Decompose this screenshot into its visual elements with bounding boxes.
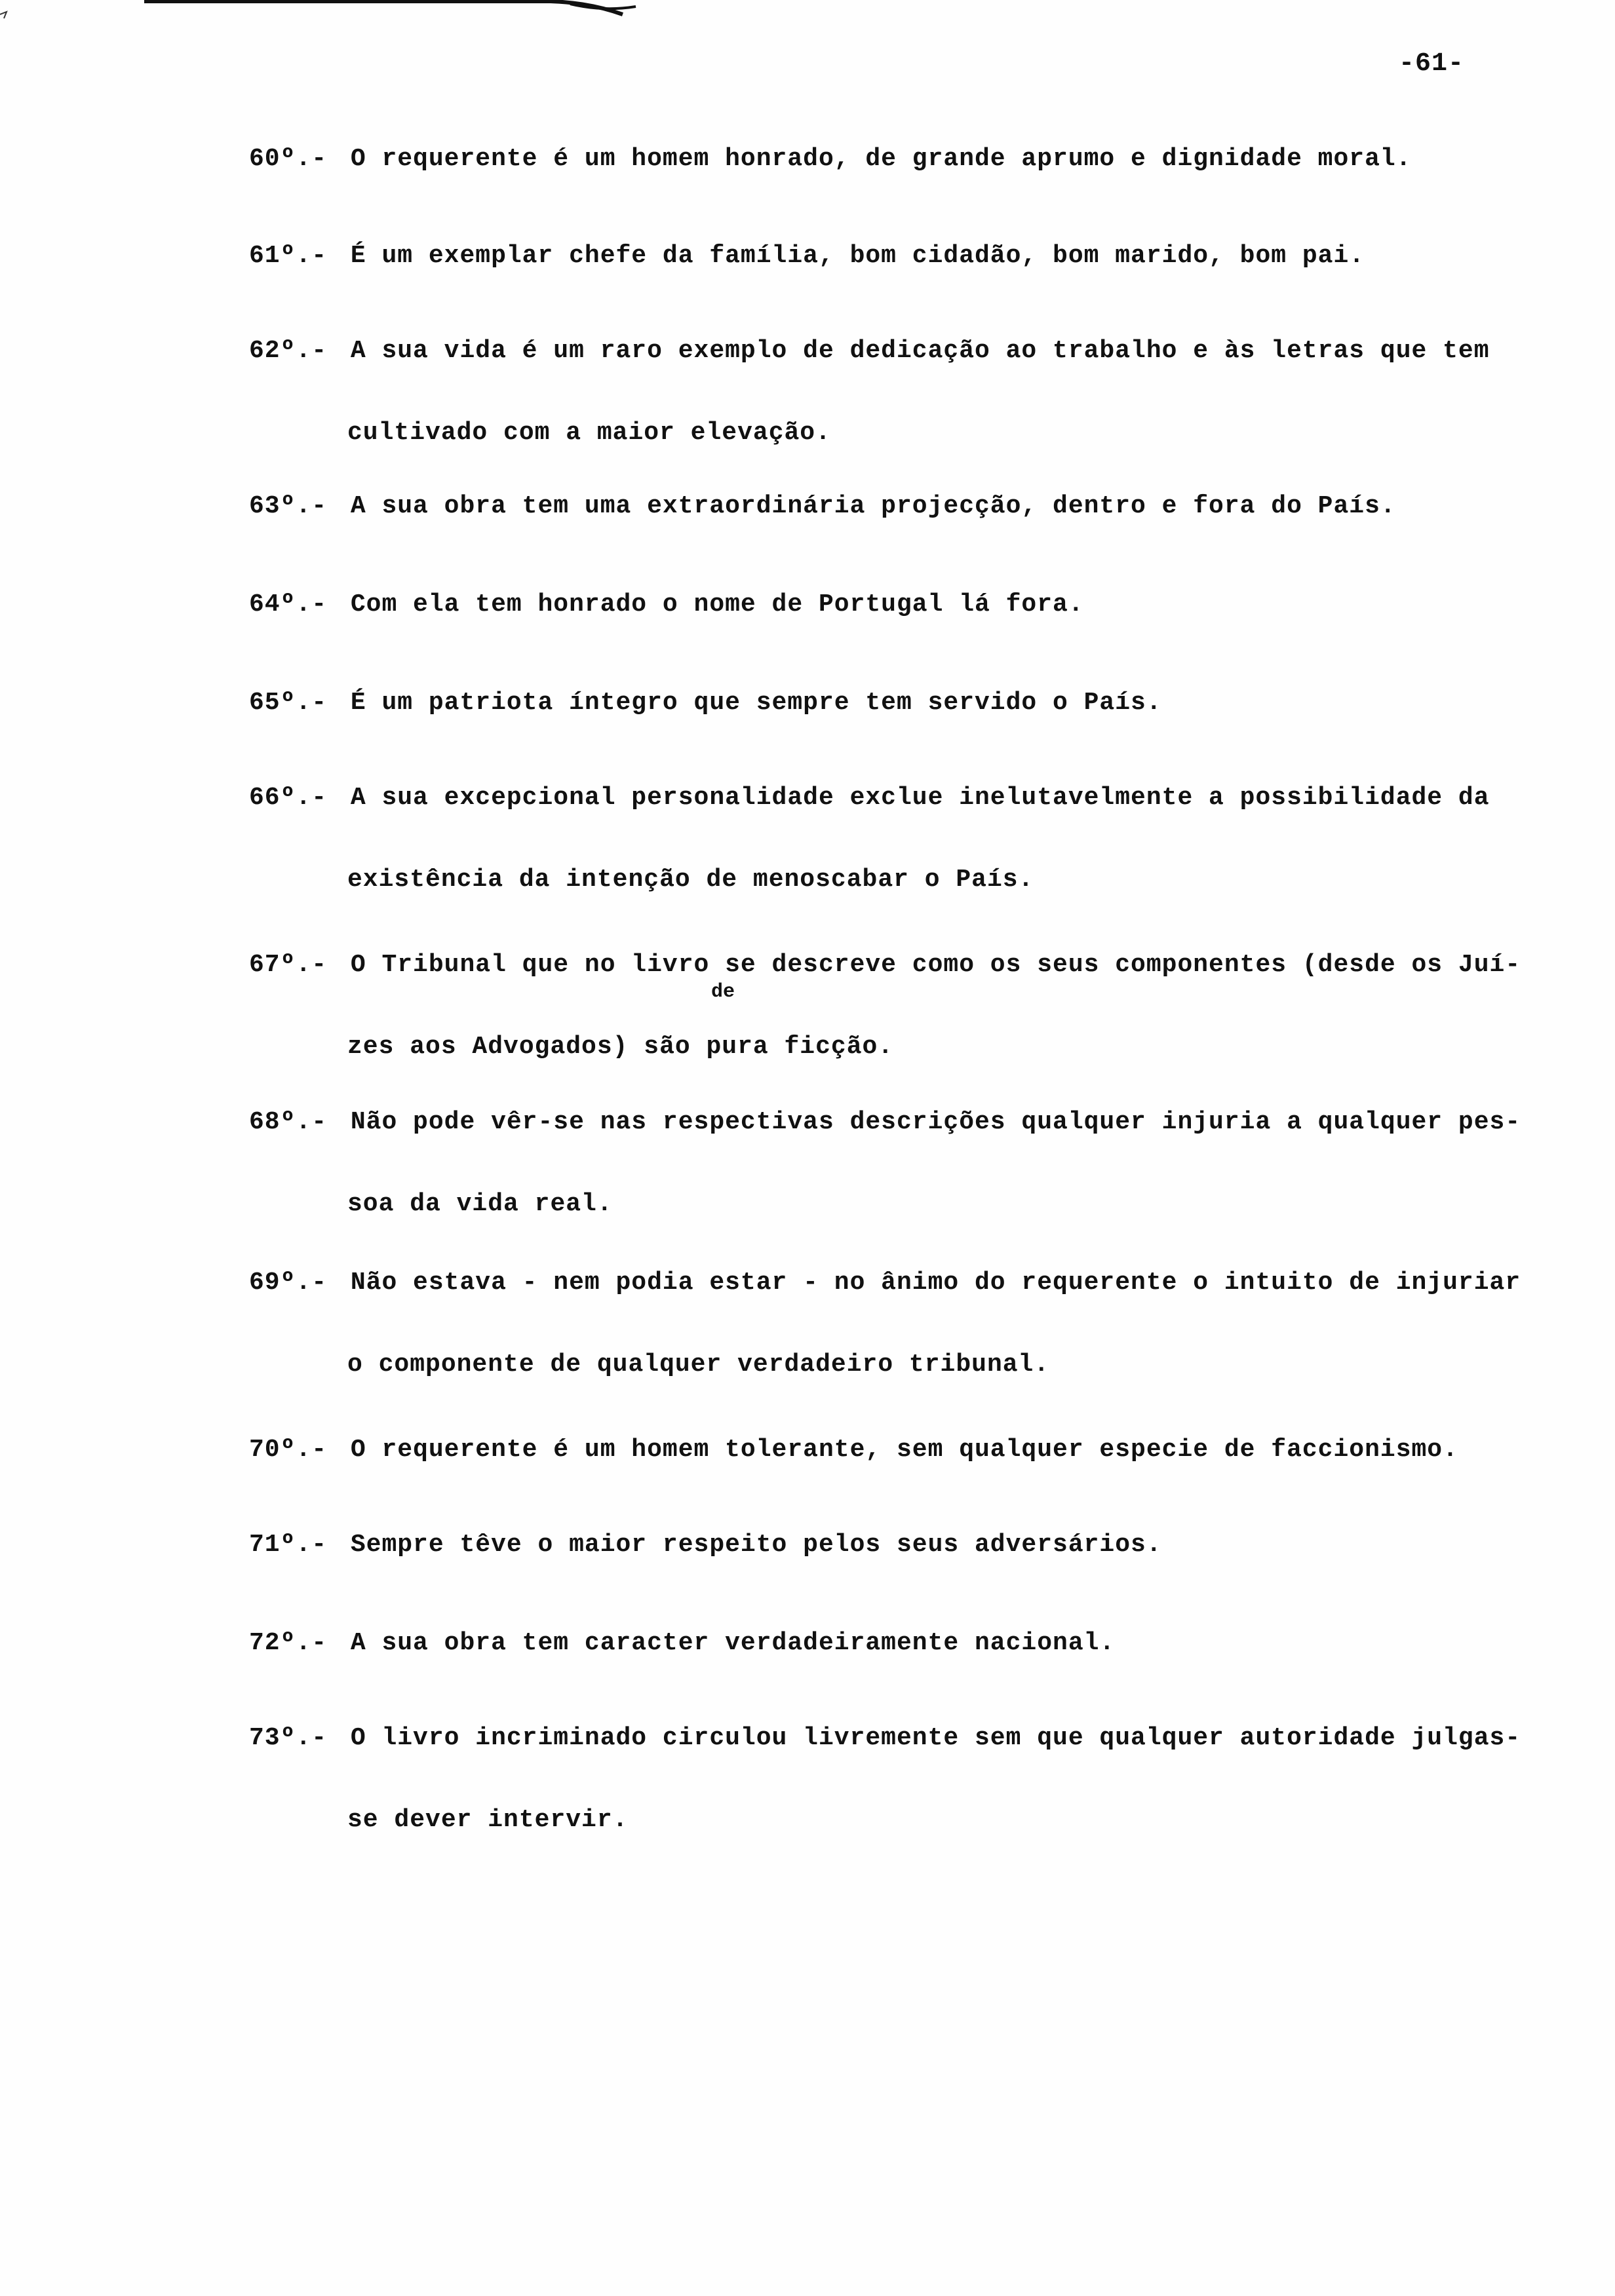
paragraph-text: A sua vida é um raro exemplo de dedicação ao trabalho e às letras que tem — [350, 337, 1490, 365]
paragraph-number: 68º.- — [249, 1108, 328, 1136]
paragraph-number: 72º.- — [249, 1629, 328, 1657]
paragraph-71 — [249, 1504, 1560, 1586]
paragraph-text-continued: o componente de qualquer verdadeiro tribunal. — [347, 1350, 1050, 1379]
paragraph-number: 73º.- — [249, 1724, 328, 1752]
paragraph-number: 66º.- — [249, 784, 328, 812]
paragraph-number: 61º.- — [249, 242, 328, 270]
paragraph-62 — [249, 310, 1560, 474]
top-handwritten-stroke — [118, 0, 642, 20]
paragraph-60 — [249, 118, 1560, 200]
paragraph-69 — [249, 1242, 1560, 1406]
paragraph-text: A sua excepcional personalidade exclue inelutavelmente a possibilidade da — [350, 784, 1490, 812]
paragraph-66 — [249, 757, 1560, 921]
paragraph-number: 67º.- — [249, 951, 328, 979]
paragraph-70 — [249, 1409, 1560, 1491]
paragraph-72 — [249, 1602, 1560, 1684]
paragraph-number: 63º.- — [249, 492, 328, 520]
paragraph-number: 65º.- — [249, 689, 328, 717]
paragraph-text: A sua obra tem caracter verdadeiramente nacional. — [350, 1629, 1116, 1657]
paragraph-73 — [249, 1697, 1560, 1861]
paragraph-text-continued: soa da vida real. — [347, 1190, 613, 1218]
paragraph-text-continued: se dever intervir. — [347, 1806, 629, 1834]
paragraph-number: 60º.- — [249, 145, 328, 173]
paragraph-text-continued: cultivado com a maior elevação. — [347, 419, 831, 447]
paragraph-63 — [249, 465, 1560, 547]
paragraph-text: Sempre têve o maior respeito pelos seus adversários. — [350, 1531, 1162, 1559]
paragraph-text: Com ela tem honrado o nome de Portugal lá fora. — [350, 590, 1084, 619]
paragraph-text-continued: existência da intenção de menoscabar o País. — [347, 866, 1034, 894]
paragraph-text: O Tribunal que no livro se descreve como os seus componentes (desde os Juí- — [350, 951, 1521, 979]
paragraph-61 — [249, 215, 1560, 297]
corner-scan-mark — [0, 0, 20, 20]
paragraph-text: É um exemplar chefe da família, bom cidadão, bom marido, bom pai. — [350, 242, 1365, 270]
page-number: -61- — [1398, 49, 1464, 79]
paragraph-text: Não estava - nem podia estar - no ânimo do requerente o intuito de injuriar — [350, 1269, 1521, 1297]
paragraph-number: 70º.- — [249, 1436, 328, 1464]
paragraph-67 — [249, 924, 1560, 1088]
paragraph-text-continued: zes aos Advogados) são pura ficção. — [347, 1033, 894, 1061]
paragraph-number: 69º.- — [249, 1269, 328, 1297]
paragraph-text: É um patriota íntegro que sempre tem servido o País. — [350, 689, 1162, 717]
paragraph-68 — [249, 1081, 1560, 1245]
paragraph-text: A sua obra tem uma extraordinária projecção, dentro e fora do País. — [350, 492, 1396, 520]
paragraph-text: O requerente é um homem honrado, de grande aprumo e dignidade moral. — [350, 145, 1412, 173]
paragraph-number: 64º.- — [249, 590, 328, 619]
paragraph-text: Não pode vêr-se nas respectivas descrições qualquer injuria a qualquer pes- — [350, 1108, 1521, 1136]
handwritten-insertion: de — [711, 981, 735, 1003]
paragraph-number: 71º.- — [249, 1531, 328, 1559]
paragraph-64 — [249, 564, 1560, 645]
paragraph-text: O requerente é um homem tolerante, sem qualquer especie de faccionismo. — [350, 1436, 1458, 1464]
paragraph-text: O livro incriminado circulou livremente sem que qualquer autoridade julgas- — [350, 1724, 1521, 1752]
paragraph-number: 62º.- — [249, 337, 328, 365]
paragraph-65 — [249, 662, 1560, 744]
